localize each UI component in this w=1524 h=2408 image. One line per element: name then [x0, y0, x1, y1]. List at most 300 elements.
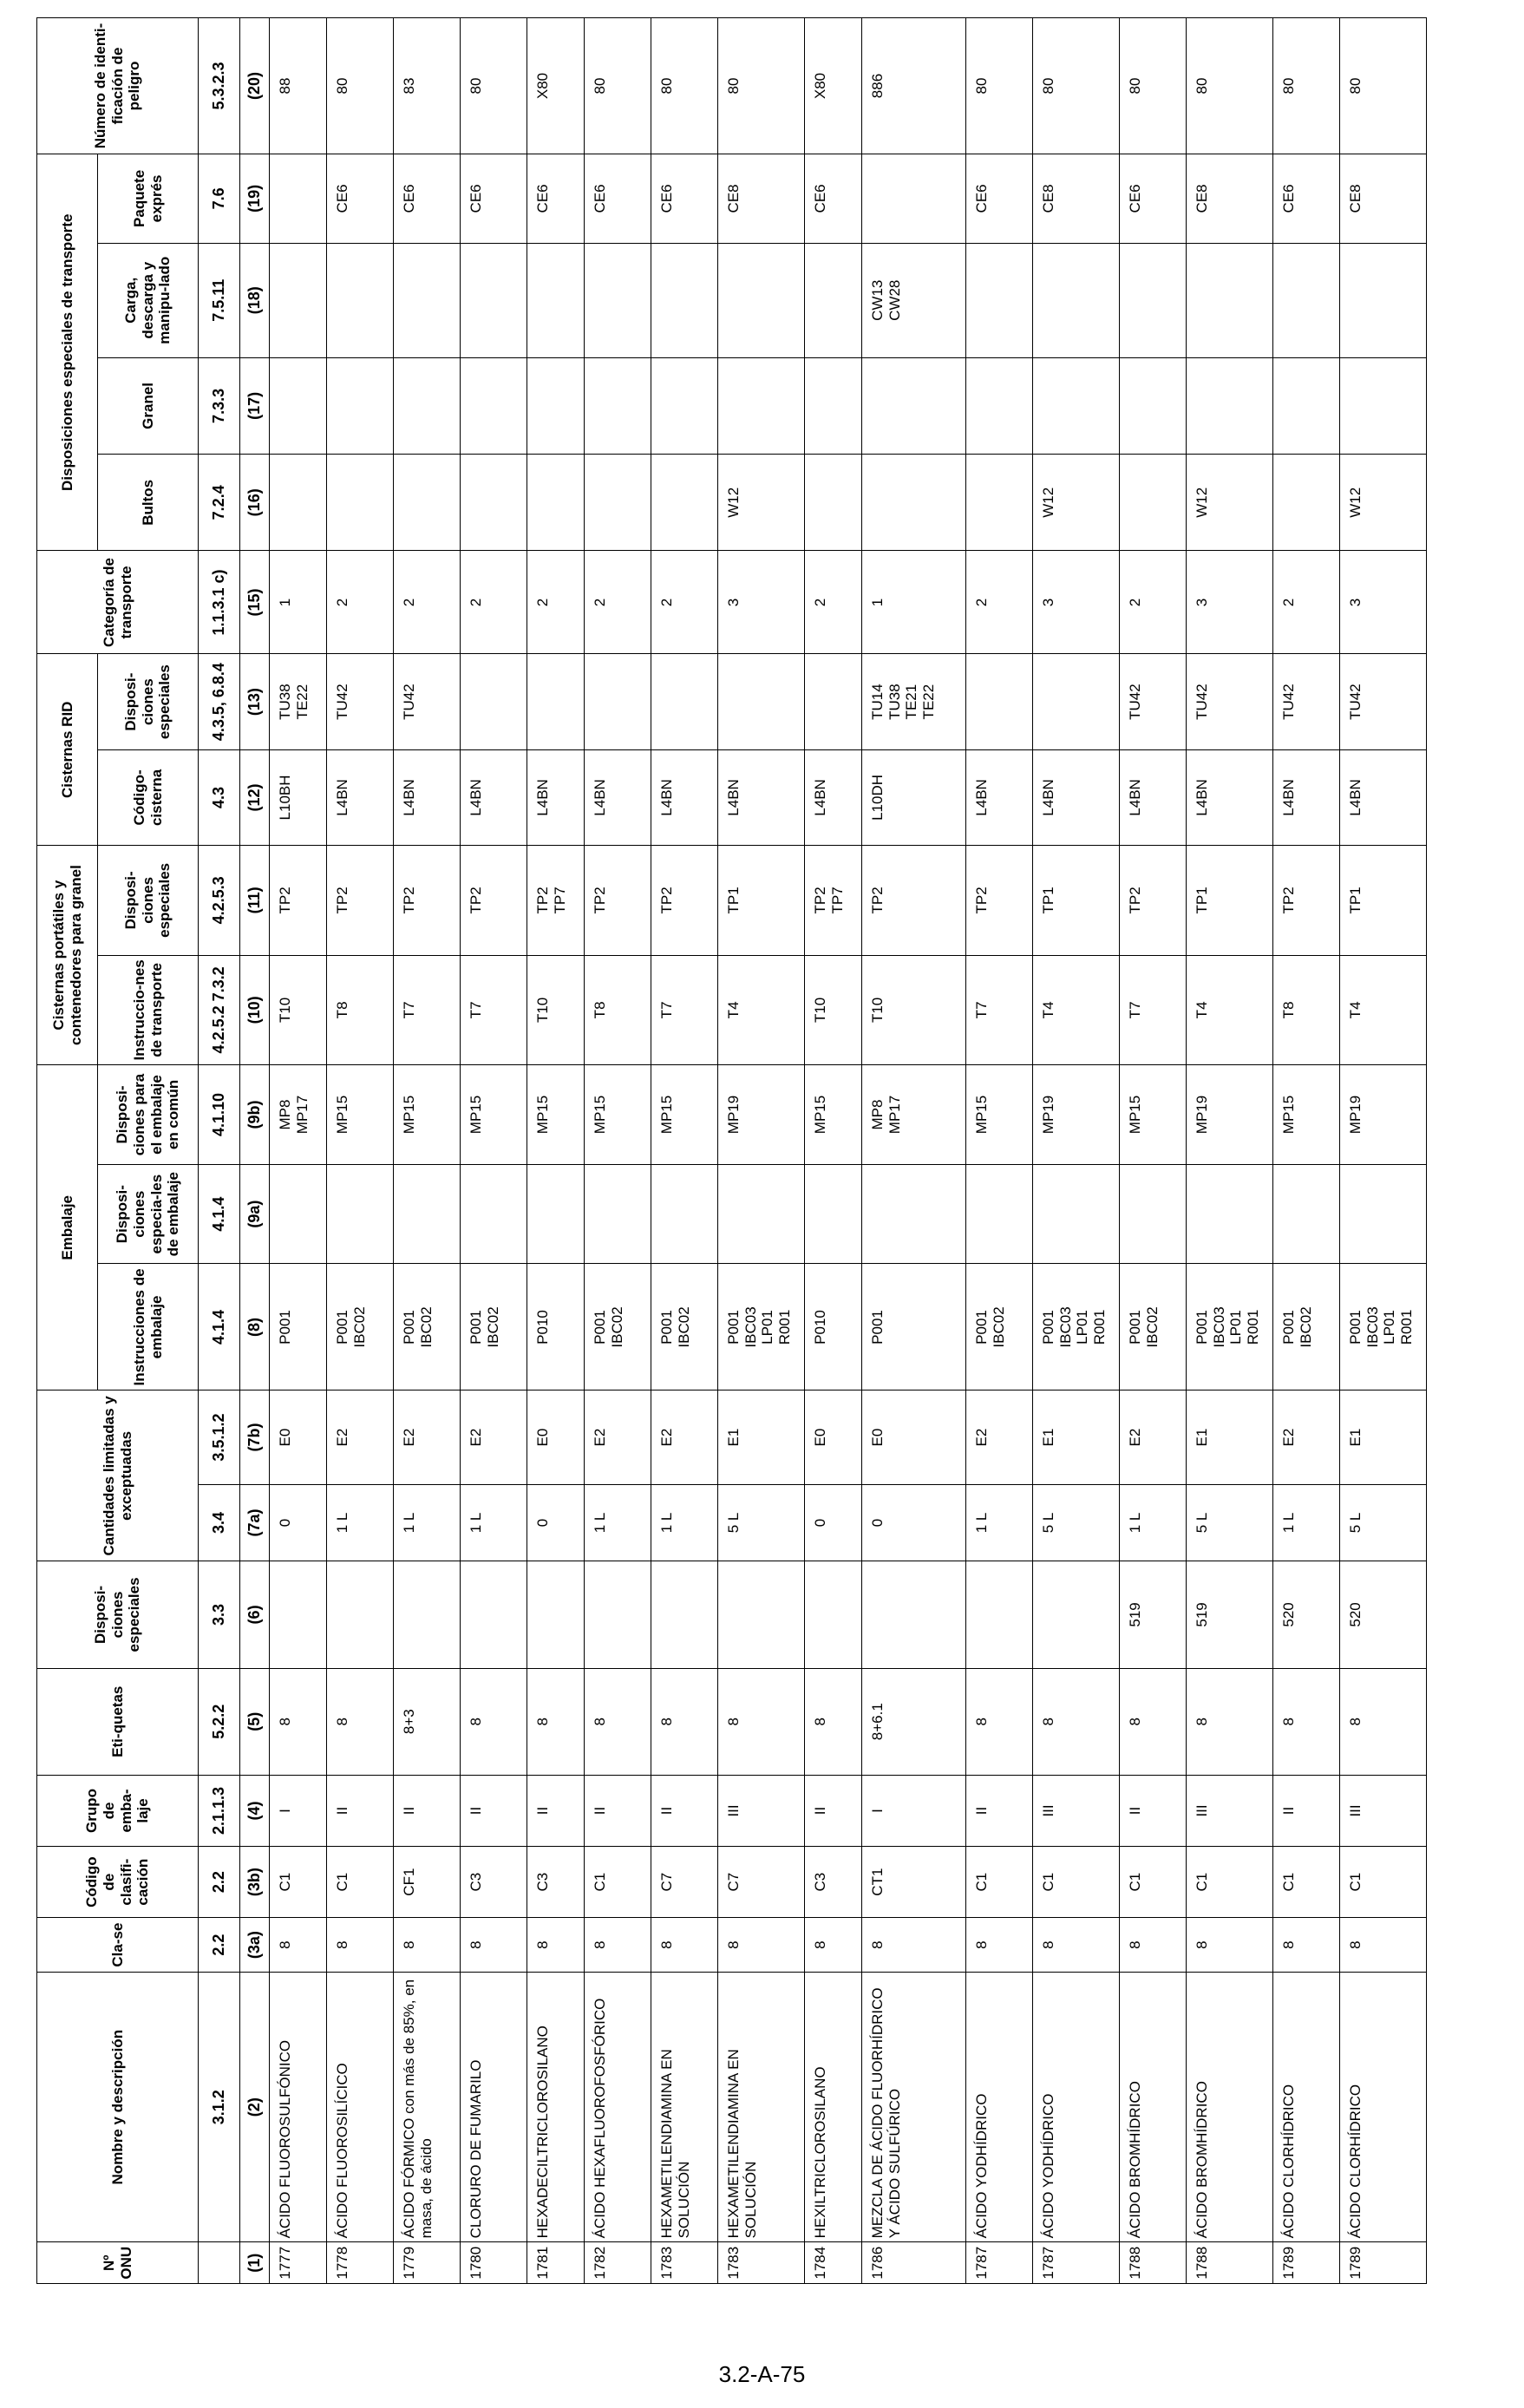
header-disp-esp-emb: Disposi-ciones especia-les de embalaje [98, 1164, 199, 1264]
header-carga: Carga, descarga y manipu-lado [98, 243, 199, 357]
column-number-7: (7a) [240, 1484, 270, 1561]
cell-granel [527, 357, 585, 454]
cell-etiquetas: 8 [461, 1668, 527, 1775]
cell-disp-comun: MP19 [1187, 1065, 1273, 1165]
cell-grupo: II [461, 1775, 527, 1846]
cell-clase: 8 [1120, 1918, 1187, 1973]
cell-exc: E2 [585, 1390, 651, 1484]
header-cisternas-rid: Cisternas RID [37, 654, 98, 846]
cell-categoria: 2 [527, 551, 585, 654]
cell-peligro: X80 [805, 18, 862, 154]
cell-disp-esp-cp: TP1 [1033, 846, 1120, 956]
cell-cod-cisterna: L10DH [862, 749, 966, 845]
cell-un: 1787 [966, 2242, 1033, 2284]
cell-instr-emb: P001 IBC02 [394, 1264, 461, 1390]
cell-disp-esp: 520 [1340, 1561, 1427, 1668]
cell-paquete [270, 154, 327, 244]
cell-granel [718, 357, 805, 454]
header-disp-comun: Disposi-ciones para el embalaje en común [98, 1065, 199, 1165]
cell-un: 1780 [461, 2242, 527, 2284]
cell-granel [1187, 357, 1273, 454]
cell-codigo: CF1 [394, 1847, 461, 1918]
cell-disp-comun: MP15 [1120, 1065, 1187, 1165]
cell-instr-transp: T10 [527, 955, 585, 1065]
column-number-14: (12) [240, 749, 270, 845]
cell-exc: E0 [805, 1390, 862, 1484]
cell-clase: 8 [966, 1918, 1033, 1973]
cell-disp-esp-rid [461, 654, 527, 749]
cell-lim: 0 [270, 1484, 327, 1561]
cell-peligro: 80 [327, 18, 394, 154]
cell-disp-comun: MP15 [966, 1065, 1033, 1165]
rotated-page [36, 17, 1415, 2284]
cell-disp-esp-emb [718, 1164, 805, 1264]
cell-disp-esp-rid: TU42 [394, 654, 461, 749]
section-ref-17: 7.2.4 [199, 455, 240, 551]
cell-bultos: W12 [1187, 455, 1273, 551]
cell-disp-esp-rid [527, 654, 585, 749]
column-number-5: (5) [240, 1668, 270, 1775]
cell-paquete: CE6 [966, 154, 1033, 244]
cell-paquete: CE8 [1033, 154, 1120, 244]
section-ref-12: 4.2.5.2 7.3.2 [199, 955, 240, 1065]
cell-cod-cisterna: L4BN [461, 749, 527, 845]
cell-categoria: 2 [394, 551, 461, 654]
section-ref-15: 4.3.5, 6.8.4 [199, 654, 240, 749]
cell-exc: E2 [1273, 1390, 1340, 1484]
cell-lim: 1 L [966, 1484, 1033, 1561]
cell-clase: 8 [862, 1918, 966, 1973]
section-ref-14: 4.3 [199, 749, 240, 845]
column-number-17: (16) [240, 455, 270, 551]
section-ref-11: 4.1.10 [199, 1065, 240, 1165]
cell-clase: 8 [327, 1918, 394, 1973]
cell-etiquetas: 8 [805, 1668, 862, 1775]
cell-disp-esp-emb [651, 1164, 718, 1264]
cell-carga [1340, 243, 1427, 357]
cell-bultos [270, 455, 327, 551]
cell-instr-emb: P001 IBC02 [1273, 1264, 1340, 1390]
cell-disp-esp-rid [805, 654, 862, 749]
cell-un: 1788 [1120, 2242, 1187, 2284]
cell-granel [862, 357, 966, 454]
cell-grupo: III [1340, 1775, 1427, 1846]
cell-lim: 1 L [461, 1484, 527, 1561]
header-disp-esp-rid: Disposi-ciones especiales [98, 654, 199, 749]
table-row [270, 18, 327, 2284]
cell-lim: 1 L [651, 1484, 718, 1561]
cell-granel [1340, 357, 1427, 454]
cell-cod-cisterna: L4BN [1120, 749, 1187, 845]
cell-granel [394, 357, 461, 454]
dangerous-goods-table [36, 17, 1427, 2284]
cell-bultos: W12 [718, 455, 805, 551]
cell-name: ÁCIDO BROMHÍDRICO [1187, 1972, 1273, 2241]
cell-disp-esp-cp: TP2 [270, 846, 327, 956]
cell-carga [327, 243, 394, 357]
cell-disp-esp [718, 1561, 805, 1668]
cell-name: HEXILTRICLOROSILANO [805, 1972, 862, 2241]
cell-exc: E1 [1340, 1390, 1427, 1484]
cell-disp-esp-cp: TP2 [585, 846, 651, 956]
cell-paquete: CE6 [1273, 154, 1340, 244]
cell-categoria: 3 [718, 551, 805, 654]
cell-etiquetas: 8 [1340, 1668, 1427, 1775]
section-ref-5: 5.2.2 [199, 1668, 240, 1775]
cell-peligro: 80 [651, 18, 718, 154]
cell-etiquetas: 8 [1273, 1668, 1340, 1775]
cell-peligro: 80 [1187, 18, 1273, 154]
cell-disp-esp-rid: TU42 [1120, 654, 1187, 749]
cell-lim: 0 [805, 1484, 862, 1561]
cell-clase: 8 [805, 1918, 862, 1973]
cell-disp-esp [585, 1561, 651, 1668]
cell-paquete: CE6 [327, 154, 394, 244]
column-number-10: (9a) [240, 1164, 270, 1264]
table-row [585, 18, 651, 2284]
cell-granel [270, 357, 327, 454]
cell-instr-emb: P010 [527, 1264, 585, 1390]
cell-instr-emb: P001 IBC03 LP01 R001 [1340, 1264, 1427, 1390]
cell-categoria: 3 [1340, 551, 1427, 654]
cell-categoria: 2 [461, 551, 527, 654]
cell-exc: E1 [1033, 1390, 1120, 1484]
cell-instr-transp: T8 [327, 955, 394, 1065]
cell-categoria: 2 [585, 551, 651, 654]
cell-instr-emb: P001 IBC02 [461, 1264, 527, 1390]
cell-disp-comun: MP19 [718, 1065, 805, 1165]
cell-un: 1787 [1033, 2242, 1120, 2284]
cell-disp-esp-emb [327, 1164, 394, 1264]
cell-paquete: CE6 [1120, 154, 1187, 244]
table-row [1120, 18, 1187, 2284]
cell-categoria: 1 [862, 551, 966, 654]
cell-instr-transp: T7 [651, 955, 718, 1065]
table-row [805, 18, 862, 2284]
cell-granel [461, 357, 527, 454]
cell-disp-comun: MP15 [585, 1065, 651, 1165]
cell-disp-esp [394, 1561, 461, 1668]
header-bultos: Bultos [98, 455, 199, 551]
cell-paquete: CE6 [651, 154, 718, 244]
cell-name: ÁCIDO CLORHÍDRICO [1340, 1972, 1427, 2241]
cell-codigo: C1 [270, 1847, 327, 1918]
cell-disp-esp-cp: TP1 [718, 846, 805, 956]
cell-categoria: 2 [1273, 551, 1340, 654]
header-un-no: Nº ONU [37, 2242, 199, 2284]
cell-granel [651, 357, 718, 454]
section-ref-10: 4.1.4 [199, 1164, 240, 1264]
cell-carga [585, 243, 651, 357]
cell-name: ÁCIDO FLUOROSULFÓNICO [270, 1972, 327, 2241]
section-reference-row [199, 18, 240, 2284]
cell-codigo: C1 [1340, 1847, 1427, 1918]
cell-etiquetas: 8 [327, 1668, 394, 1775]
cell-name: ÁCIDO CLORHÍDRICO [1273, 1972, 1340, 2241]
cell-disp-esp-rid: TU14 TU38 TE21 TE22 [862, 654, 966, 749]
cell-disp-esp-cp: TP1 [1340, 846, 1427, 956]
cell-un: 1781 [527, 2242, 585, 2284]
cell-disp-esp-cp: TP2 [327, 846, 394, 956]
cell-instr-transp: T4 [1340, 955, 1427, 1065]
cell-categoria: 2 [327, 551, 394, 654]
column-number-16: (15) [240, 551, 270, 654]
cell-carga [270, 243, 327, 357]
cell-disp-esp-cp: TP2 [394, 846, 461, 956]
cell-disp-esp-emb [1340, 1164, 1427, 1264]
cell-peligro: 88 [270, 18, 327, 154]
cell-disp-comun: MP19 [1340, 1065, 1427, 1165]
cell-disp-esp-cp: TP2 [1273, 846, 1340, 956]
cell-exc: E0 [862, 1390, 966, 1484]
cell-paquete: CE8 [1340, 154, 1427, 244]
cell-peligro: X80 [527, 18, 585, 154]
cell-paquete: CE8 [1187, 154, 1273, 244]
cell-grupo: II [651, 1775, 718, 1846]
cell-grupo: II [394, 1775, 461, 1846]
cell-disp-comun: MP15 [527, 1065, 585, 1165]
cell-carga [1120, 243, 1187, 357]
column-number-20: (19) [240, 154, 270, 244]
column-number-18: (17) [240, 357, 270, 454]
cell-disp-esp [1033, 1561, 1120, 1668]
cell-peligro: 80 [966, 18, 1033, 154]
cell-lim: 1 L [327, 1484, 394, 1561]
cell-codigo: C7 [651, 1847, 718, 1918]
column-number-8: (7b) [240, 1390, 270, 1484]
header-cod-cisterna: Código-cisterna [98, 749, 199, 845]
cell-exc: E0 [527, 1390, 585, 1484]
cell-categoria: 2 [651, 551, 718, 654]
cell-bultos [805, 455, 862, 551]
cell-instr-transp: T10 [805, 955, 862, 1065]
cell-grupo: I [862, 1775, 966, 1846]
cell-codigo: C7 [718, 1847, 805, 1918]
cell-grupo: II [1120, 1775, 1187, 1846]
cell-disp-comun: MP15 [651, 1065, 718, 1165]
cell-disp-comun: MP15 [327, 1065, 394, 1165]
cell-disp-comun: MP8 MP17 [270, 1065, 327, 1165]
cell-disp-esp-rid [651, 654, 718, 749]
cell-granel [966, 357, 1033, 454]
cell-etiquetas: 8 [966, 1668, 1033, 1775]
cell-lim: 1 L [1120, 1484, 1187, 1561]
cell-disp-esp-emb [394, 1164, 461, 1264]
cell-lim: 5 L [1187, 1484, 1273, 1561]
cell-instr-transp: T10 [862, 955, 966, 1065]
section-ref-1: 3.1.2 [199, 1972, 240, 2241]
cell-cod-cisterna: L4BN [805, 749, 862, 845]
cell-grupo: II [527, 1775, 585, 1846]
cell-clase: 8 [718, 1918, 805, 1973]
cell-granel [327, 357, 394, 454]
cell-name: ÁCIDO HEXAFLUOROFOSFÓRICO [585, 1972, 651, 2241]
cell-disp-esp: 519 [1120, 1561, 1187, 1668]
cell-disp-esp-cp: TP2 [461, 846, 527, 956]
cell-cod-cisterna: L4BN [1273, 749, 1340, 845]
cell-granel [805, 357, 862, 454]
cell-peligro: 80 [461, 18, 527, 154]
cell-peligro: 80 [718, 18, 805, 154]
cell-codigo: C1 [1273, 1847, 1340, 1918]
section-ref-19: 7.5.11 [199, 243, 240, 357]
cell-un: 1783 [651, 2242, 718, 2284]
cell-paquete: CE6 [461, 154, 527, 244]
cell-disp-esp-rid: TU42 [1340, 654, 1427, 749]
cell-name: ÁCIDO YODHÍDRICO [966, 1972, 1033, 2241]
cell-disp-esp-cp: TP2 [966, 846, 1033, 956]
cell-paquete: CE8 [718, 154, 805, 244]
cell-disp-esp-cp: TP2 TP7 [527, 846, 585, 956]
cell-exc: E1 [718, 1390, 805, 1484]
header-etiquetas: Eti-quetas [37, 1668, 199, 1775]
column-number-1: (2) [240, 1972, 270, 2241]
cell-bultos [585, 455, 651, 551]
table-row [327, 18, 394, 2284]
cell-un: 1783 [718, 2242, 805, 2284]
cell-cod-cisterna: L4BN [1033, 749, 1120, 845]
cell-grupo: II [1273, 1775, 1340, 1846]
cell-exc: E1 [1187, 1390, 1273, 1484]
column-number-19: (18) [240, 243, 270, 357]
cell-carga [805, 243, 862, 357]
cell-disp-esp-rid [966, 654, 1033, 749]
cell-disp-esp: 519 [1187, 1561, 1273, 1668]
cell-grupo: III [1033, 1775, 1120, 1846]
cell-bultos [1273, 455, 1340, 551]
cell-paquete: CE6 [527, 154, 585, 244]
cell-instr-transp: T4 [1033, 955, 1120, 1065]
cell-categoria: 2 [1120, 551, 1187, 654]
header-num-peligro: Número de identi-ficación de peligro [37, 18, 199, 154]
cell-exc: E0 [270, 1390, 327, 1484]
cell-instr-transp: T7 [461, 955, 527, 1065]
cell-lim: 5 L [718, 1484, 805, 1561]
table-row [966, 18, 1033, 2284]
cell-un: 1784 [805, 2242, 862, 2284]
column-number-2: (3a) [240, 1918, 270, 1973]
cell-peligro: 80 [1340, 18, 1427, 154]
cell-etiquetas: 8 [527, 1668, 585, 1775]
cell-paquete [862, 154, 966, 244]
cell-codigo: CT1 [862, 1847, 966, 1918]
cell-etiquetas: 8+6.1 [862, 1668, 966, 1775]
cell-disp-esp [270, 1561, 327, 1668]
cell-carga: CW13 CW28 [862, 243, 966, 357]
cell-granel [1120, 357, 1187, 454]
cell-cod-cisterna: L4BN [651, 749, 718, 845]
cell-disp-esp-cp: TP2 [1120, 846, 1187, 956]
cell-name: ÁCIDO FÓRMICO con más de 85%, en masa, de ácido [394, 1972, 461, 2241]
section-ref-7: 3.4 [199, 1484, 240, 1561]
cell-etiquetas: 8 [270, 1668, 327, 1775]
cell-lim: 1 L [1273, 1484, 1340, 1561]
cell-un: 1786 [862, 2242, 966, 2284]
cell-clase: 8 [394, 1918, 461, 1973]
cell-grupo: III [718, 1775, 805, 1846]
header-grupo: Grupo de emba-laje [37, 1775, 199, 1846]
cell-peligro: 80 [585, 18, 651, 154]
cell-peligro: 80 [1033, 18, 1120, 154]
cell-instr-emb: P001 IBC03 LP01 R001 [1033, 1264, 1120, 1390]
cell-codigo: C1 [966, 1847, 1033, 1918]
section-ref-2: 2.2 [199, 1918, 240, 1973]
cell-etiquetas: 8+3 [394, 1668, 461, 1775]
section-ref-21: 5.3.2.3 [199, 18, 240, 154]
cell-clase: 8 [1273, 1918, 1340, 1973]
cell-codigo: C3 [805, 1847, 862, 1918]
cell-disp-esp-emb [527, 1164, 585, 1264]
cell-cod-cisterna: L4BN [1187, 749, 1273, 845]
cell-grupo: III [1187, 1775, 1273, 1846]
cell-name: HEXAMETILENDIAMINA EN SOLUCIÓN [718, 1972, 805, 2241]
cell-carga [651, 243, 718, 357]
cell-disp-esp-emb [461, 1164, 527, 1264]
cell-carga [1273, 243, 1340, 357]
header-embalaje: Embalaje [37, 1065, 98, 1390]
cell-disp-esp: 520 [1273, 1561, 1340, 1668]
cell-disp-esp-emb [270, 1164, 327, 1264]
cell-lim: 5 L [1033, 1484, 1120, 1561]
cell-carga [966, 243, 1033, 357]
table-row [862, 18, 966, 2284]
section-ref-18: 7.3.3 [199, 357, 240, 454]
cell-codigo: C1 [1120, 1847, 1187, 1918]
cell-codigo: C3 [461, 1847, 527, 1918]
header-paquete: Paquete exprés [98, 154, 199, 244]
cell-grupo: II [585, 1775, 651, 1846]
cell-un: 1789 [1273, 2242, 1340, 2284]
cell-lim: 1 L [394, 1484, 461, 1561]
cell-granel [1273, 357, 1340, 454]
cell-etiquetas: 8 [585, 1668, 651, 1775]
cell-disp-esp-emb [862, 1164, 966, 1264]
cell-name: HEXADECILTRICLOROSILANO [527, 1972, 585, 2241]
cell-clase: 8 [527, 1918, 585, 1973]
cell-carga [527, 243, 585, 357]
cell-codigo: C1 [585, 1847, 651, 1918]
cell-exc: E2 [394, 1390, 461, 1484]
cell-carga [1033, 243, 1120, 357]
cell-disp-esp-cp: TP2 [651, 846, 718, 956]
header-disp-esp-cp: Disposi-ciones especiales [98, 846, 199, 956]
cell-disp-esp-cp: TP1 [1187, 846, 1273, 956]
cell-etiquetas: 8 [1120, 1668, 1187, 1775]
cell-name: ÁCIDO BROMHÍDRICO [1120, 1972, 1187, 2241]
header-disp-esp: Disposi-ciones especiales [37, 1561, 199, 1668]
header-instr-transp: Instruccio-nes de transporte [98, 955, 199, 1065]
cell-peligro: 80 [1120, 18, 1187, 154]
table-row [461, 18, 527, 2284]
cell-clase: 8 [270, 1918, 327, 1973]
cell-etiquetas: 8 [1033, 1668, 1120, 1775]
cell-disp-esp [651, 1561, 718, 1668]
table-row [718, 18, 805, 2284]
cell-instr-emb: P001 IBC03 LP01 R001 [718, 1264, 805, 1390]
cell-paquete: CE6 [805, 154, 862, 244]
cell-disp-esp-cp: TP2 [862, 846, 966, 956]
cell-etiquetas: 8 [1187, 1668, 1273, 1775]
cell-disp-esp-rid: TU42 [1273, 654, 1340, 749]
cell-disp-esp-emb [1273, 1164, 1340, 1264]
header-cat-transp: Categoría de transporte [37, 551, 199, 654]
cell-grupo: I [270, 1775, 327, 1846]
cell-disp-comun: MP19 [1033, 1065, 1120, 1165]
cell-granel [1033, 357, 1120, 454]
cell-instr-transp: T4 [718, 955, 805, 1065]
cell-etiquetas: 8 [651, 1668, 718, 1775]
cell-instr-emb: P001 IBC02 [966, 1264, 1033, 1390]
